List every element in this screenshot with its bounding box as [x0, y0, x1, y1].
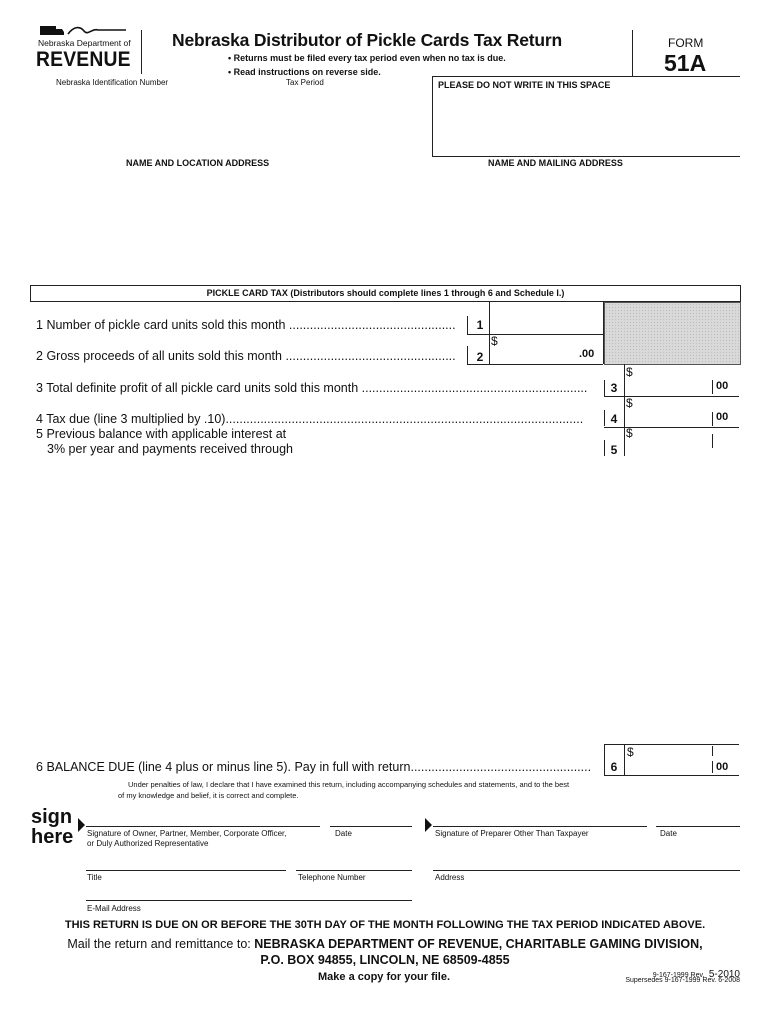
- revision-code: 9-167-1999 Rev.: [652, 972, 705, 979]
- section-title-box: [30, 285, 741, 302]
- line-1-box: 1: [476, 318, 484, 332]
- preparer-arrow-icon: [425, 818, 432, 832]
- line-1-num: 1: [36, 318, 43, 332]
- line-4-cents: 00: [716, 411, 729, 423]
- form-title: Nebraska Distributor of Pickle Cards Tax Return: [172, 30, 562, 50]
- id-number-field[interactable]: [40, 88, 270, 104]
- line-6-cents: 00: [716, 761, 729, 773]
- nebraska-map-icon: [34, 22, 134, 38]
- email-label: E-Mail Address: [87, 904, 141, 913]
- line-2-box-left: [467, 346, 468, 364]
- owner-signature-label-a: Signature of Owner, Partner, Member, Corporate Officer,: [87, 829, 287, 838]
- preparer-signature-field[interactable]: [433, 808, 647, 826]
- section-title: PICKLE CARD TAX (Distributors should complete lines 1 through 6 and Schedule I.): [206, 288, 565, 298]
- line-1-box-left: [467, 316, 468, 334]
- preparer-signature-line: [433, 826, 647, 827]
- line-3-num: 3: [36, 381, 43, 395]
- sign-arrow-icon: [78, 818, 85, 832]
- date1-line: [330, 826, 412, 827]
- line-5-text-b: 3% per year and payments received through: [47, 442, 293, 456]
- line-1-label: [36, 318, 466, 332]
- amount-col-left: [624, 364, 625, 456]
- tax-period-field[interactable]: [280, 88, 420, 104]
- form-divider: [632, 30, 633, 76]
- declaration-line-1: Under penalties of law, I declare that I have examined this return, including accompanying schedules and statements, and to the best: [128, 780, 570, 789]
- line-4-label: [36, 412, 600, 426]
- form-label: FORM: [668, 36, 704, 50]
- title-line: [86, 870, 286, 871]
- address-line: [433, 870, 740, 871]
- preparer-signature-label: Signature of Preparer Other Than Taxpayer: [435, 829, 589, 838]
- line-1-field[interactable]: [492, 316, 602, 334]
- line-6-cents-sep-a: [712, 746, 713, 756]
- owner-signature-field[interactable]: [86, 808, 320, 826]
- date1-field[interactable]: [330, 808, 412, 826]
- mail-instructions: [0, 937, 770, 951]
- telephone-label: Telephone Number: [298, 873, 366, 882]
- shaded-area: [604, 302, 741, 365]
- line-3-cents-sep: [712, 380, 713, 394]
- line-1-text: Number of pickle card units sold this month ................................................: [46, 318, 456, 332]
- line-6-text: BALANCE DUE (line 4 plus or minus line 5). Pay in full with return....................................................: [46, 760, 592, 774]
- bullet-2-text: Read instructions on reverse side.: [233, 67, 381, 77]
- line-6-box: 6: [610, 760, 618, 774]
- line-5-text-a: Previous balance with applicable interest at: [46, 427, 287, 441]
- line-6-dollar: $: [627, 745, 634, 759]
- line-6-cents-sep-b: [712, 761, 713, 773]
- dnw-bottom-line: [432, 156, 740, 157]
- dnw-left-line: [432, 76, 433, 156]
- line-6-label: [36, 760, 600, 774]
- email-line: [86, 900, 412, 901]
- line-2-dollar: $: [491, 334, 498, 348]
- mailing-address-field[interactable]: [410, 172, 740, 272]
- name-mailing-label: NAME AND MAILING ADDRESS: [488, 158, 623, 168]
- line-6-bottom: [604, 775, 739, 776]
- date1-label: Date: [335, 829, 352, 838]
- declaration-line-2: of my knowledge and belief, it is correct and complete.: [118, 791, 299, 800]
- address-field[interactable]: [433, 852, 740, 870]
- telephone-line: [296, 870, 412, 871]
- id-number-label: Nebraska Identification Number: [56, 78, 169, 87]
- title-field[interactable]: [86, 852, 286, 870]
- line-4-field[interactable]: [636, 409, 710, 427]
- mail-prefix: Mail the return and remittance to:: [67, 937, 251, 951]
- bullet-1-text: Returns must be filed every tax period even when no tax is due.: [233, 53, 506, 63]
- line-4-num: 4: [36, 412, 43, 426]
- line-2-field[interactable]: [500, 346, 576, 364]
- sign-label: sign: [31, 806, 73, 828]
- line-2-bottom: [467, 364, 603, 365]
- line-3-cents: 00: [716, 380, 729, 392]
- email-field[interactable]: [86, 882, 412, 900]
- line-4-box: 4: [610, 412, 618, 426]
- due-notice: THIS RETURN IS DUE ON OR BEFORE THE 30TH DAY OF THE MONTH FOLLOWING THE TAX PERIOD INDICATED ABOVE.: [64, 919, 706, 931]
- line-6-col-left: [624, 744, 625, 775]
- address-label: Address: [435, 873, 465, 882]
- dept-small-text: Nebraska Department of: [38, 38, 131, 48]
- line-3-dollar: $: [626, 365, 633, 379]
- line-5-dollar: $: [626, 426, 633, 440]
- do-not-write-label: PLEASE DO NOT WRITE IN THIS SPACE: [438, 80, 611, 90]
- bullet-1: • Returns must be filed every tax period even when no tax is due.: [228, 53, 506, 63]
- line-3-field[interactable]: [636, 378, 710, 396]
- location-address-field[interactable]: [40, 172, 400, 272]
- line-3-label: [36, 381, 600, 395]
- logo-divider: [141, 30, 142, 74]
- date2-label: Date: [660, 829, 677, 838]
- line-4-dollar: $: [626, 396, 633, 410]
- date2-field[interactable]: [656, 808, 740, 826]
- name-location-label: NAME AND LOCATION ADDRESS: [126, 158, 270, 168]
- line-2-cents: .00: [579, 348, 595, 360]
- title-label: Title: [87, 873, 102, 882]
- tax-period-label: Tax Period: [286, 78, 324, 87]
- line-3-text: Total definite profit of all pickle card units sold this month .................................................................: [46, 381, 588, 395]
- bullet-2: • Read instructions on reverse side.: [228, 67, 381, 77]
- line-5-cents-sep: [712, 434, 713, 448]
- line-5-field[interactable]: [636, 440, 710, 458]
- revision-date: 5-2010: [708, 969, 740, 980]
- owner-signature-line: [86, 826, 320, 827]
- revenue-logo: [34, 22, 134, 72]
- form-number: 51A: [664, 50, 707, 76]
- line-5-box: 5: [610, 443, 618, 457]
- supersedes-note: Supersedes 9-167-1999 Rev. 6-2008: [625, 977, 740, 984]
- line-4-cents-sep: [712, 412, 713, 426]
- line-2-label: [36, 349, 466, 363]
- line-3-box: 3: [610, 381, 618, 395]
- mail-org: NEBRASKA DEPARTMENT OF REVENUE, CHARITABLE GAMING DIVISION,: [254, 937, 703, 951]
- line-2-text: Gross proceeds of all units sold this month .................................................: [46, 349, 456, 363]
- line-6-num: 6: [36, 760, 43, 774]
- line-1-bottom: [467, 334, 603, 335]
- dept-large-text: REVENUE: [36, 48, 131, 71]
- line-6-field[interactable]: [636, 757, 710, 775]
- line-4-text: Tax due (line 3 multiplied by .10).......................................................................................................: [46, 412, 584, 426]
- line-2-num: 2: [36, 349, 43, 363]
- copy-note: Make a copy for your file.: [318, 971, 451, 983]
- line-5-num: 5: [36, 427, 43, 441]
- telephone-field[interactable]: [296, 852, 412, 870]
- date2-line: [656, 826, 740, 827]
- dnw-top-line: [432, 76, 740, 77]
- line-5-label-a: [36, 427, 436, 441]
- owner-signature-label-b: or Duly Authorized Representative: [87, 839, 209, 848]
- here-label: here: [31, 826, 74, 848]
- mail-address: P.O. BOX 94855, LINCOLN, NE 68509-4855: [260, 953, 510, 967]
- line-2-box: 2: [476, 350, 484, 364]
